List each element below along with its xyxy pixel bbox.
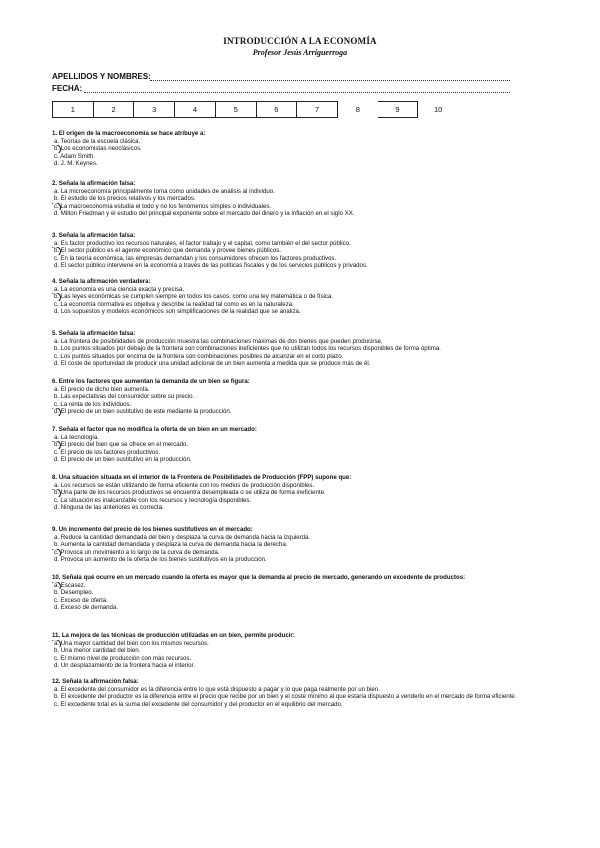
answer-option-text: c. El mismo nivel de producción con más recursos.: [54, 654, 192, 662]
answer-option-text: c. La renta de los individuos.: [54, 400, 132, 408]
answer-option-text: a. El excedente del consumidor es la diferencia entre lo que está dispuesto a pagar y lo que paga realmente por un bien.: [54, 685, 380, 693]
question-text: 7. Señala el factor que no modifica la oferta de un bien en un mercado:: [52, 426, 257, 433]
grade-cell[interactable]: 10: [434, 105, 443, 114]
answer-option-text: b. Una menor cantidad del bien.: [54, 647, 141, 655]
answer-option[interactable]: [52, 262, 562, 270]
question-text: 11. La mejora de las técnicas de producción utilizadas en un bien, permite producir:: [52, 632, 295, 639]
answer-option[interactable]: [52, 589, 562, 597]
answer-option[interactable]: [52, 456, 562, 464]
answer-option[interactable]: [52, 497, 562, 505]
grade-cell[interactable]: 2: [94, 101, 135, 118]
answer-option-text: b. Las leyes económicas se cumplen siempre en todos los casos, como una ley matemática o de física.: [54, 293, 334, 301]
answer-option-text: d. El precio de un bien sustitutivo de este mediante la producción.: [54, 408, 232, 416]
answer-option[interactable]: [52, 188, 562, 196]
answer-option[interactable]: [52, 482, 562, 490]
question-text: 2. Señala la afirmación falsa:: [52, 180, 136, 187]
answer-option-text: d. Exceso de demanda.: [54, 604, 119, 612]
answer-option-text: b. Las expectativas del consumidor sobre su precio.: [54, 393, 195, 401]
question-text: 5. Señala la afirmación falsa:: [52, 330, 136, 337]
answer-option[interactable]: [52, 534, 562, 542]
answer-option-text: b. Una parte de los recursos productivos se encuentra desempleada o se utiliza de forma ineficiente.: [54, 489, 326, 497]
answer-option-text: a. Reduce la cantidad demandada del bien y desplaza la curva de demanda hacia la izquierda.: [54, 533, 311, 541]
answer-option[interactable]: [52, 401, 562, 409]
answer-option[interactable]: [52, 195, 562, 203]
selected-answer-circle: [52, 640, 61, 648]
answer-option-text: b. El precio del bien que se ofrece en el mercado.: [54, 441, 189, 449]
answer-option-text: a. Una mayor cantidad del bien con los mismos recursos.: [54, 639, 209, 647]
answer-option-text: b. El sector público es el agente económico que demanda y provee bienes públicos.: [54, 247, 281, 255]
answer-option[interactable]: [52, 655, 562, 663]
question-block: [52, 474, 562, 512]
question-block: [52, 378, 562, 416]
answer-option[interactable]: [52, 647, 562, 655]
answer-option[interactable]: [52, 449, 562, 457]
answer-option[interactable]: [52, 640, 562, 648]
answer-option-text: a. La tecnología.: [54, 433, 100, 441]
answer-option[interactable]: [52, 386, 562, 394]
answer-option-text: c. El precio de los factores productivos.: [54, 448, 161, 456]
answer-option[interactable]: [52, 686, 562, 694]
selected-answer-circle: [52, 203, 61, 211]
question-block: [52, 180, 562, 218]
answer-option[interactable]: [52, 138, 562, 146]
answer-option[interactable]: [52, 293, 562, 301]
answer-option-text: c. En la teoría económica, las empresas demandan y los consumidores ofrecen los factores productivos.: [54, 254, 337, 262]
surnames-label: APELLIDOS Y NOMBRES:: [52, 72, 151, 81]
selected-answer-circle: [52, 441, 61, 449]
grade-cell[interactable]: 4: [175, 101, 216, 118]
answer-option[interactable]: [52, 662, 562, 670]
answer-option[interactable]: [52, 160, 562, 168]
answer-option[interactable]: [52, 541, 562, 549]
answer-option-text: a. Los recursos se están utilizando de forma eficiente con los medios de producción disponibles.: [54, 481, 315, 489]
selected-answer-circle: [52, 247, 61, 255]
question-text: 8. Una situación situada en el interior de la Frontera de Posibilidades de Producción (FPP) supone que:: [52, 474, 352, 481]
answer-option[interactable]: [52, 345, 562, 353]
answer-option-text: d. J. M. Keynes.: [54, 160, 98, 168]
teacher-name: Profesor Jesús Arriguerroga: [252, 48, 348, 57]
answer-option[interactable]: [52, 203, 562, 211]
question-block: [52, 678, 562, 708]
answer-option[interactable]: [52, 597, 562, 605]
question-block: [52, 130, 562, 168]
answer-option[interactable]: [52, 255, 562, 263]
answer-option-text: b. El estudio de los precios relativos y los mercados.: [54, 195, 196, 203]
answer-option-text: b. El excedente del productor es la diferencia entre el precio que recibe por un bien y el coste mínimo al que estaría dispuesto a venderlo en el mercado de forma eficiente.: [54, 693, 517, 701]
answer-option[interactable]: [52, 210, 562, 218]
answer-option[interactable]: [52, 489, 562, 497]
answer-option[interactable]: [52, 286, 562, 294]
answer-option[interactable]: [52, 338, 562, 346]
answer-option-text: a. La economía es una ciencia exacta y precisa.: [54, 285, 185, 293]
selected-answer-circle: [52, 408, 61, 416]
answer-option[interactable]: [52, 441, 562, 449]
answer-option-text: a. Teorías de la escuela clásica.: [54, 137, 141, 145]
answer-option-text: a. El precio de dicho bien aumenta.: [54, 385, 150, 393]
question-block: [52, 278, 562, 316]
exam-title: INTRODUCCIÓN A LA ECONOMÍA: [223, 36, 377, 46]
answer-option[interactable]: [52, 145, 562, 153]
answer-option[interactable]: [52, 549, 562, 557]
grade-cell[interactable]: 3: [134, 101, 175, 118]
answer-option-text: d. El coste de oportunidad de producir una unidad adicional de un bien aumenta a medida que se produce más de él.: [54, 360, 371, 368]
answer-option[interactable]: [52, 504, 562, 512]
question-text: 3. Señala la afirmación falsa:: [52, 232, 136, 239]
answer-option-text: b. Los puntos situados por debajo de la frontera son combinaciones ineficientes que no utilizan todos los recursos disponibles de forma óptima.: [54, 345, 441, 353]
grade-cell[interactable]: 7: [297, 101, 338, 118]
answer-option-text: c. Adam Smith.: [54, 152, 95, 160]
answer-option-text: d. Provoca un aumento de la oferta de los bienes sustitutivos en la producción.: [54, 556, 267, 564]
answer-option[interactable]: [52, 353, 562, 361]
selected-answer-circle: [52, 293, 61, 301]
answer-option[interactable]: [52, 693, 562, 701]
selected-answer-circle: [52, 489, 61, 497]
grades-table: [52, 101, 458, 118]
date-label: FECHA:: [52, 84, 83, 93]
question-block: [52, 526, 562, 564]
question-text: 1. El origen de la macroeconomía se hace atribuye a:: [52, 130, 206, 137]
answer-option[interactable]: [52, 604, 562, 612]
answer-option-text: d. El precio de un bien sustitutivo en la producción.: [54, 456, 192, 464]
answer-option-text: d. Un desplazamiento de la frontera hacia el interior.: [54, 662, 195, 670]
answer-option[interactable]: [52, 556, 562, 564]
answer-option[interactable]: [52, 240, 562, 248]
answer-option[interactable]: [52, 408, 562, 416]
question-block: [52, 232, 562, 270]
question-text: 4. Señala la afirmación verdadera:: [52, 278, 151, 285]
answer-option-text: c. La economía normativa es objetiva y describe la realidad tal como es en la naturaleza.: [54, 300, 294, 308]
answer-option[interactable]: [52, 301, 562, 309]
answer-option[interactable]: [52, 582, 562, 590]
question-block: [52, 574, 562, 612]
answer-option-text: a. La microeconomía principalmente toma como unidades de análisis al individuo.: [54, 187, 275, 195]
answer-option-text: b. Desempleo.: [54, 589, 94, 597]
question-text: 9. Un incremento del precio de los bienes sustitutivos en el mercado:: [52, 526, 253, 533]
answer-option-text: c. El excedente total es la suma del excedente del consumidor y del productor en el equilibrio del mercado.: [54, 700, 343, 708]
answer-option-text: d. El sector público interviene en la economía a través de las políticas fiscales y de los servicios públicos y privados.: [54, 262, 368, 270]
answer-option[interactable]: [52, 434, 562, 442]
question-block: [52, 632, 562, 670]
question-text: 12. Señala la afirmación falsa:: [52, 678, 139, 685]
answer-option-text: a. Es factor productivo los recursos naturales, el factor trabajo y el capital, como también el del sector público.: [54, 239, 351, 247]
answer-option[interactable]: [52, 153, 562, 161]
answer-option-text: a. La frontera de posibilidades de producción muestra las combinaciones máximas de dos bienes que pueden producirse.: [54, 337, 383, 345]
selected-answer-circle: [52, 582, 61, 590]
answer-option-text: d. Los supuestos y modelos económicos son simplificaciones de la realidad que se analiza.: [54, 308, 301, 316]
grade-cell[interactable]: 9: [378, 101, 419, 118]
question-text: 10. Señala qué ocurre en un mercado cuando la oferta es mayor que la demanda al precio de mercado, generando un excedente de productos:: [52, 574, 466, 581]
grade-cell[interactable]: 6: [257, 101, 298, 118]
grade-cell[interactable]: 8: [355, 105, 360, 114]
answer-option[interactable]: [52, 360, 562, 368]
answer-option-text: c. La macroeconomía estudia el todo y no los fenómenos simples o individuales.: [54, 202, 272, 210]
answer-option-text: a. Escasez.: [54, 581, 86, 589]
surnames-field[interactable]: [150, 80, 510, 81]
grade-cell[interactable]: 1: [52, 101, 94, 118]
question-block: [52, 426, 562, 464]
answer-option[interactable]: [52, 701, 562, 709]
answer-option-text: c. Exceso de oferta.: [54, 596, 108, 604]
answer-option[interactable]: [52, 308, 562, 316]
answer-option-text: d. Ninguna de las anteriores es correcta.: [54, 504, 164, 512]
selected-answer-circle: [52, 145, 61, 153]
question-block: [52, 330, 562, 368]
answer-option-text: b. Los economistas neoclásicos.: [54, 145, 142, 153]
answer-option-text: c. Provoca un movimiento a lo largo de la curva de demanda.: [54, 548, 220, 556]
selected-answer-circle: [52, 549, 61, 557]
date-field[interactable]: [84, 92, 510, 93]
grade-cell[interactable]: 5: [216, 101, 257, 118]
answer-option[interactable]: [52, 247, 562, 255]
question-text: 6. Entre los factores que aumentan la demanda de un bien se figura:: [52, 378, 250, 385]
answer-option[interactable]: [52, 393, 562, 401]
answer-option-text: b. Aumenta la cantidad demandada y desplaza la curva de demanda hacia la derecha.: [54, 541, 288, 549]
answer-option-text: c. La situación es inalcanzable con los recursos y tecnología disponibles.: [54, 496, 252, 504]
answer-option-text: d. Milton Friedman y el estudio del principal exponente sobre el mercado del dinero y la inflación en el siglo XX.: [54, 210, 355, 218]
answer-option-text: c. Los puntos situados por encima de la frontera son combinaciones posibles de alcanzar en el corto plazo.: [54, 352, 344, 360]
